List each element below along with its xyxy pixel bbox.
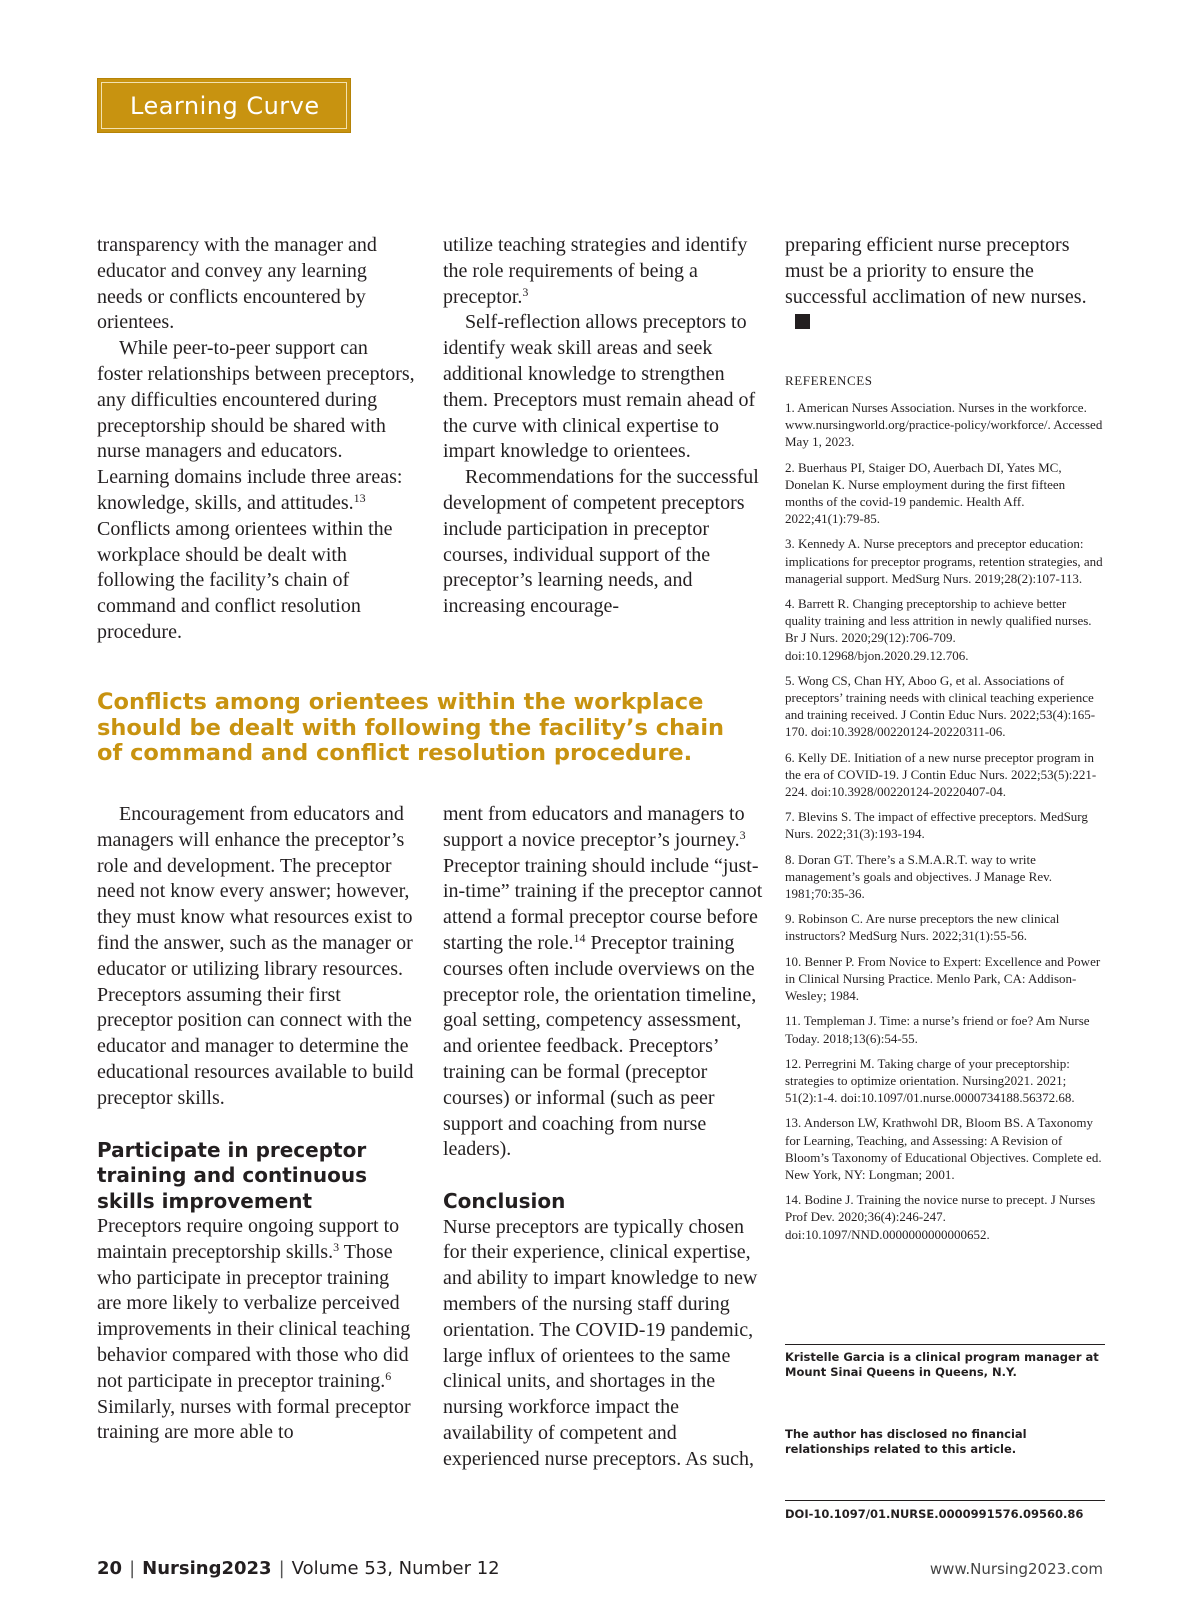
journal-name: Nursing2023 xyxy=(142,1558,272,1579)
references-list xyxy=(785,399,1105,1251)
paragraph: Encouragement from educators and managers will enhance the preceptor’s role and development. The preceptor need not know every answer; however, they must know what resources exist to find the answer, such as the manager or educator or utilizing library resources. Preceptors assuming their first preceptor position can connect with the educator and manager to determine the educational resources available to build preceptor skills. xyxy=(97,803,414,1109)
section-heading: Participate in preceptor training and continuous skills improvement xyxy=(97,1137,368,1213)
reference-item: 4. Barrett R. Changing preceptorship to achieve better quality training and less attrition in newly qualified nurses. Br J Nurs. 2020;29(12):706-709. doi:10.12968/bjon.2020.29.12.706. xyxy=(785,596,1092,663)
section-tag xyxy=(97,78,351,133)
disclosure: The author has disclosed no financial relationships related to this article. xyxy=(785,1427,1027,1456)
pull-quote: Conflicts among orientees within the workplace should be dealt with following the facility’s chain of command and conflict resolution procedure. xyxy=(97,689,725,766)
reference-item: 12. Perregrini M. Taking charge of your preceptorship: strategies to optimize orientation. Nursing2021. 2021; 51(2):1-4. doi:10.1097/01.nurse.0000734188.56372.68. xyxy=(785,1055,1075,1106)
reference-item: 7. Blevins S. The impact of effective preceptors. MedSurg Nurs. 2022;31(3):193-194. xyxy=(785,809,1088,842)
column-3-upper xyxy=(785,233,1105,336)
reference-item: 2. Buerhaus PI, Staiger DO, Auerbach DI, Yates MC, Donelan K. Nurse employment during the first fifteen months of the covid-19 pandemic. Health Aff. 2022;41(1):79-85. xyxy=(785,459,1066,527)
reference-item: 8. Doran GT. There’s a S.M.A.R.T. way to write management’s goals and objectives. J Manage Rev. 1981;70:35-36. xyxy=(785,851,1053,902)
column-2-upper xyxy=(443,233,763,620)
column-1-upper xyxy=(97,233,417,646)
paragraph: Preceptors require ongoing support to maintain preceptorship skills.$^3$ Those who participate in preceptor training are more likely to verbalize perceived improvements in their clinical teaching behavior compared with those who did not participate in preceptor training.$^6$ Similarly, nurses with formal preceptor training are more able to xyxy=(97,1215,411,1444)
paragraph: transparency with the manager and educator and convey any learning needs or conflicts encountered by orientees. xyxy=(97,234,377,334)
column-2-lower xyxy=(443,802,763,1473)
column-1-lower xyxy=(97,802,417,1446)
reference-item: 14. Bodine J. Training the novice nurse to precept. J Nurses Prof Dev. 2020;36(4):246-247. doi:10.1097/NND.0000000000000652. xyxy=(785,1192,1096,1242)
paragraph: Nurse preceptors are typically chosen for their experience, clinical expertise, and ability to impart knowledge to new members of the nursing staff during orientation. The COVID-19 pandemic, large influx of orientees to the same clinical units, and shortages in the nursing workforce impact the availability of competent and experienced nurse preceptors. As such, xyxy=(443,1215,758,1470)
end-of-article-mark xyxy=(795,314,810,329)
paragraph: preparing efficient nurse preceptors must be a priority to ensure the successful acclimation of new nurses. xyxy=(785,233,1105,336)
paragraph: While peer-to-peer support can foster relationships between preceptors, any difficulties encountered during preceptorship should be shared with nurse managers and educators. Learning domains include three areas: knowledge, skills, and attitudes.$^{13}$ Conflicts among orientees within the workplace should be dealt with following the facility’s chain of command and conflict resolution procedure. xyxy=(97,337,415,643)
reference-item: 3. Kennedy A. Nurse preceptors and preceptor education: implications for preceptor programs, retention strategies, and managerial support. MedSurg Nurs. 2019;28(2):107-113. xyxy=(785,536,1103,586)
footer: 20 | Nursing2023 | Volume 53, Number 12 xyxy=(97,1558,500,1579)
section-heading: Conclusion xyxy=(443,1189,566,1214)
paragraph: utilize teaching strategies and identify the role requirements of being a preceptor.$^3$ xyxy=(443,234,748,308)
journal-url: www.Nursing2023.com xyxy=(929,1560,1103,1578)
reference-item: 10. Benner P. From Novice to Expert: Excellence and Power in Clinical Nursing Practice. Menlo Park, CA: Addison-Wesley; 1984. xyxy=(785,953,1101,1004)
reference-item: 13. Anderson LW, Krathwohl DR, Bloom BS. A Taxonomy for Learning, Teaching, and Assessing: A Revision of Bloom’s Taxonomy of Educational Objectives. Complete ed. New York, NY: Longman; 2001. xyxy=(785,1115,1102,1182)
section-tag-label: Learning Curve xyxy=(101,82,347,129)
paragraph: ment from educators and managers to support a novice preceptor’s journey.$^3$ Preceptor training should include “just-in-time” training if the preceptor cannot attend a formal preceptor course before starting the role.$^{14}$ Preceptor training courses often include overviews on the preceptor role, the orientation timeline, goal setting, competency assessment, and orientee feedback. Preceptors’ training can be formal (preceptor courses) or informal (such as peer support and coaching from nurse leaders). xyxy=(443,803,763,1161)
reference-item: 5. Wong CS, Chan HY, Aboo G, et al. Associations of preceptors’ training needs with clinical teaching experience and training received. J Contin Educ Nurs. 2022;53(4):165-170. doi:10.3928/00220124-20220311-06. xyxy=(785,672,1096,740)
page-number: 20 xyxy=(97,1558,123,1579)
divider xyxy=(785,1500,1105,1501)
reference-item: 9. Robinson C. Are nurse preceptors the new clinical instructors? MedSurg Nurs. 2022;31(1):55-56. xyxy=(785,911,1060,944)
reference-item: 1. American Nurses Association. Nurses in the workforce. www.nursingworld.org/practice-policy/workforce/. Accessed May 1, 2023. xyxy=(785,400,1103,450)
volume-info: Volume 53, Number 12 xyxy=(291,1558,500,1579)
doi: DOI-10.1097/01.NURSE.0000991576.09560.86 xyxy=(785,1507,1084,1521)
reference-item: 6. Kelly DE. Initiation of a new nurse preceptor program in the era of COVID-19. J Contin Educ Nurs. 2022;53(5):221-224. doi:10.3928/00220124-20220407-04. xyxy=(785,749,1097,800)
reference-item: 11. Templeman J. Time: a nurse’s friend or foe? Am Nurse Today. 2018;13(6):54-55. xyxy=(785,1013,1090,1046)
paragraph: Self-reflection allows preceptors to identify weak skill areas and seek additional knowledge to strengthen them. Preceptors must remain ahead of the curve with clinical expertise to impart knowledge to orientees. xyxy=(443,311,756,463)
author-bio: Kristelle Garcia is a clinical program manager at Mount Sinai Queens in Queens, N.Y. xyxy=(785,1350,1099,1379)
references-title: REFERENCES xyxy=(785,373,873,388)
paragraph: Recommendations for the successful development of competent preceptors include participation in preceptor courses, individual support of the preceptor’s learning needs, and increasing encourage- xyxy=(443,466,759,618)
divider xyxy=(785,1344,1105,1345)
